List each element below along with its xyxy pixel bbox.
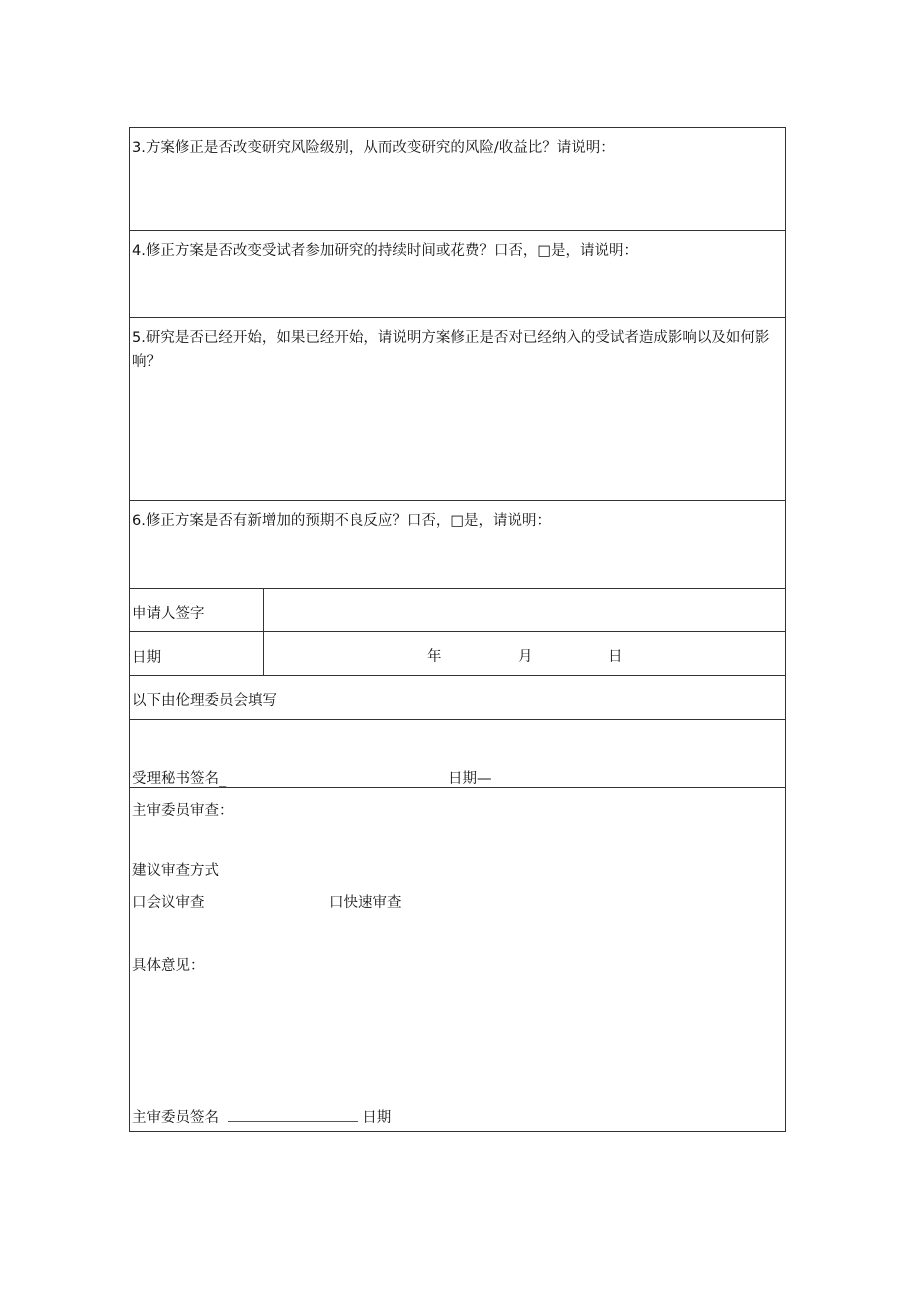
- question-4-text: 4.修正方案是否改变受试者参加研究的持续时间或花费？口否，□是，请说明：: [132, 243, 639, 259]
- committee-header: 以下由伦理委员会填写: [132, 693, 277, 709]
- secretary-row: [130, 720, 785, 788]
- secretary-date-label: 日期—: [448, 771, 492, 787]
- opinion-label: 具体意见：: [132, 958, 205, 974]
- applicant-date-row: [130, 632, 785, 676]
- reviewer-section: [130, 788, 785, 1133]
- reviewer-date-label: 日期: [362, 1110, 392, 1126]
- question-5-row: [130, 318, 785, 501]
- question-4-row: [130, 231, 785, 318]
- reviewer-review-label: 主审委员审查：: [132, 803, 234, 819]
- signature-underline: [228, 1108, 358, 1122]
- reviewer-signature-line: [132, 1106, 391, 1127]
- expedited-review-option[interactable]: 口快速审查: [329, 895, 402, 911]
- meeting-review-option[interactable]: 口会议审查: [132, 895, 205, 911]
- question-3-text: 3.方案修正是否改变研究风险级别，从而改变研究的风险/收益比？请说明：: [132, 140, 615, 156]
- date-day: 日: [608, 649, 623, 665]
- amendment-review-form: [129, 127, 786, 1132]
- date-month: 月: [518, 649, 533, 665]
- committee-header-row: [130, 676, 785, 720]
- applicant-signature-label: 申请人签字: [132, 606, 205, 622]
- question-6-row: [130, 501, 785, 589]
- question-5-text: 5.研究是否已经开始，如果已经开始，请说明方案修正是否对已经纳入的受试者造成影响以及如何影响？: [132, 330, 770, 370]
- column-divider: [263, 632, 264, 675]
- date-year: 年: [427, 649, 442, 665]
- question-6-text: 6.修正方案是否有新增加的预期不良反应？口否，□是，请说明：: [132, 513, 552, 529]
- secretary-signature-label: 受理秘书签名_: [132, 771, 227, 787]
- applicant-date-label: 日期: [132, 650, 161, 666]
- reviewer-signature-label: 主审委员签名: [132, 1110, 219, 1126]
- applicant-signature-row: [130, 589, 785, 632]
- column-divider: [263, 589, 264, 631]
- suggested-method-label: 建议审查方式: [132, 863, 219, 879]
- question-3-row: [130, 128, 785, 231]
